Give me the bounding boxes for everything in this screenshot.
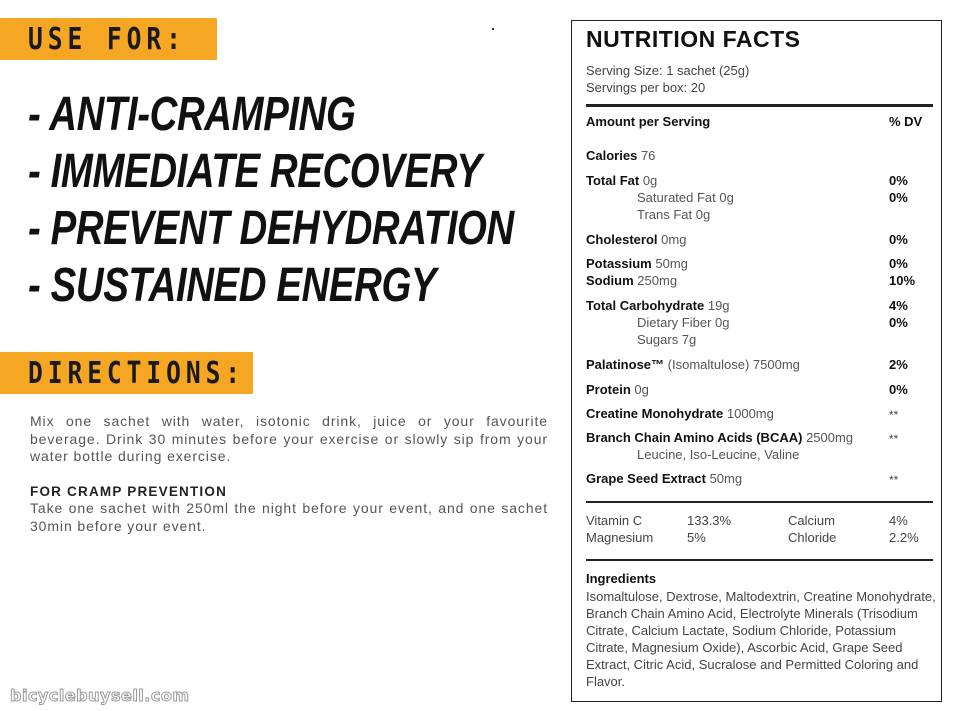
nutrient-dv: 0% <box>889 232 908 247</box>
nutrient-name: Saturated Fat 0g <box>637 190 734 205</box>
vitamin-name: Chloride <box>788 530 837 545</box>
amount-label: Amount per Serving <box>586 114 711 129</box>
amount-header <box>586 114 923 129</box>
nutrient-dv: 0% <box>889 315 908 330</box>
nutrient-name: Leucine, Iso-Leucine, Valine <box>637 447 800 462</box>
benefit-item: - IMMEDIATE RECOVERY <box>28 145 482 198</box>
nutrient-amount: 50mg <box>709 471 743 486</box>
nutrient-row <box>586 148 923 163</box>
nutrient-row <box>586 430 923 445</box>
nutrition-title: NUTRITION FACTS <box>586 26 801 52</box>
nutrient-row <box>586 382 923 397</box>
nutrient-amount: 250mg <box>637 273 678 288</box>
vitamin-value: 5% <box>687 530 706 545</box>
nutrient-dv: ** <box>889 432 899 446</box>
directions-text: Mix one sachet with water, isotonic drink, juice or your favourite beverage. Drink 30 minutes before your exercise or slowly sip from your water bottle during exercise. <box>30 413 548 464</box>
servings-per-box: Servings per box: 20 <box>586 80 706 95</box>
stray-dot <box>492 28 494 30</box>
benefit-item: - PREVENT DEHYDRATION <box>28 202 514 255</box>
thick-divider <box>586 104 933 107</box>
nutrient-row <box>586 298 923 313</box>
benefit-item: - ANTI-CRAMPING <box>28 88 356 141</box>
nutrient-dv: ** <box>889 408 899 422</box>
nutrient-row <box>586 315 923 330</box>
nutrient-dv: 0% <box>889 173 908 188</box>
nutrient-dv: 2% <box>889 357 908 372</box>
benefit-item: - SUSTAINED ENERGY <box>28 259 437 312</box>
cramp-prevention-text: Take one sachet with 250ml the night before your event, and one sachet 30min before your event. <box>30 500 548 534</box>
nutrient-row <box>586 357 923 372</box>
nutrient-name: Total Fat <box>586 173 640 188</box>
nutrient-amount: 0g <box>634 382 649 397</box>
nutrition-facts-panel <box>571 20 942 702</box>
nutrient-row <box>586 173 923 188</box>
nutrient-row <box>586 190 923 205</box>
vitamin-name: Vitamin C <box>586 513 643 528</box>
nutrient-dv: ** <box>889 473 899 487</box>
nutrient-amount: 76 <box>640 148 656 163</box>
watermark: bicyclebuysell.com <box>10 686 190 705</box>
ingredients-text: Isomaltulose, Dextrose, Maltodextrin, Creatine Monohydrate, Branch Chain Amino Acid, Electrolyte Minerals (Trisodium Citrate, Calcium Lactate, Sodium Chloride, Potassium Citrate, Magnesium Oxide), Ascorbic Acid, Grape Seed Extract, Citric Acid, Sucralose and Permitted Coloring and Flavor. <box>586 589 936 689</box>
ingredients-heading: Ingredients <box>586 571 657 586</box>
nutrient-dv: 4% <box>889 298 908 313</box>
nutrient-dv: 0% <box>889 382 908 397</box>
nutrient-row <box>586 406 923 421</box>
nutrient-row <box>586 471 923 486</box>
nutrient-name: Total Carbohydrate <box>586 298 705 313</box>
nutrient-row <box>586 256 923 271</box>
nutrient-name: Cholesterol <box>586 232 658 247</box>
nutrient-amount: 50mg <box>655 256 688 271</box>
directions-banner <box>0 352 253 394</box>
nutrient-name: Sodium <box>586 273 634 288</box>
nutrient-amount: 0g <box>642 173 658 188</box>
benefits-list <box>28 86 548 314</box>
nutrient-name: Trans Fat 0g <box>637 207 711 222</box>
nutrient-name: Potassium <box>586 256 652 271</box>
nutrient-row <box>586 273 923 288</box>
nutrient-amount: 0mg <box>661 232 687 247</box>
nutrient-amount: (Isomaltulose) 7500mg <box>667 357 800 372</box>
nutrient-name: Protein <box>586 382 631 397</box>
serving-size: Serving Size: 1 sachet (25g) <box>586 63 750 78</box>
nutrient-name: Branch Chain Amino Acids (BCAA) <box>586 430 803 445</box>
nutrient-name: Dietary Fiber 0g <box>637 315 730 330</box>
nutrient-row <box>586 207 923 222</box>
dv-label: % DV <box>889 114 923 129</box>
nutrient-row <box>586 232 923 247</box>
nutrient-dv: 0% <box>889 256 908 271</box>
nutrient-dv: 0% <box>889 190 908 205</box>
nutrient-amount: 1000mg <box>726 406 774 421</box>
vitamin-name: Magnesium <box>586 530 654 545</box>
nutrient-name: Grape Seed Extract <box>586 471 706 486</box>
use-for-banner <box>0 18 217 60</box>
nutrient-row <box>586 332 923 347</box>
use-for-heading: USE FOR: <box>28 21 186 57</box>
vitamin-value: 133.3% <box>687 513 732 528</box>
nutrient-amount: 2500mg <box>806 430 854 445</box>
nutrient-row <box>586 447 923 462</box>
vitamin-value: 4% <box>889 513 908 528</box>
cramp-prevention-heading: FOR CRAMP PREVENTION <box>30 483 228 499</box>
vitamin-value: 2.2% <box>889 530 919 545</box>
nutrient-name: Palatinose™ <box>586 357 665 372</box>
nutrient-name: Creatine Monohydrate <box>586 406 724 421</box>
vitamin-name: Calcium <box>788 513 835 528</box>
directions-section <box>30 413 548 535</box>
divider <box>586 501 933 503</box>
directions-heading: DIRECTIONS: <box>28 355 246 391</box>
nutrient-dv: 10% <box>889 273 916 288</box>
nutrient-name: Sugars 7g <box>637 332 697 347</box>
divider <box>586 559 933 561</box>
nutrient-name: Calories <box>586 148 638 163</box>
nutrient-amount: 19g <box>707 298 730 313</box>
